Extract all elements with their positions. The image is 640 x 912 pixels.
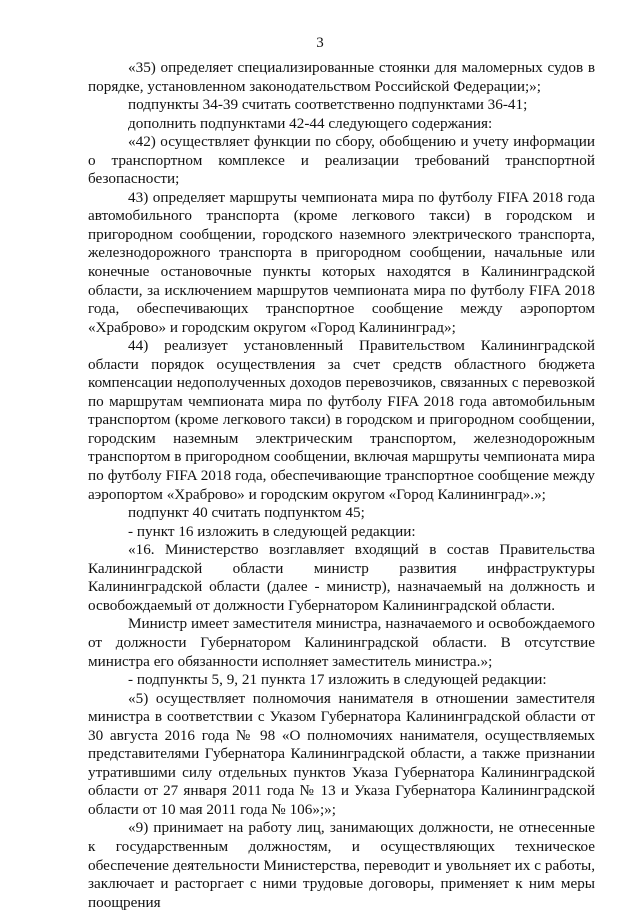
- paragraph-add-42-44: дополнить подпунктами 42-44 следующего содержания:: [128, 114, 493, 132]
- paragraph-clause-5: «5) осуществляет полномочия нанимателя в отношении заместителя министра в соответствии с Указом Губернатора Калининградской области от 30 августа 2016 года № 98 «О полномочиях нанимателя, осуществляемых представителями Губернатора Калининградской области, а также признании утратившими силу отдельных пунктов Указа Губернатора Калининградской области от 27 января 2011 года № 13 и Указа Губернатора Калининградской области от 10 мая 2011 года № 106»;»;: [88, 689, 595, 818]
- paragraph-clause-44: 44) реализует установленный Правительством Калининградской области порядок осуществления за счет средств областного бюджета компенсации недополученных доходов перевозчиков, связанных с перевозкой по маршрутам чемпионата мира по футболу FIFA 2018 года автомобильным транспортом (кроме легкового такси) в городском и пригородном сообщении, городским наземным электрическим транспортом, железнодорожным транспортом в пригородном сообщении, включая маршруты чемпионата мира по футболу FIFA 2018 года, обеспечивающие транспортное сообщение между аэропортом «Храброво» и городским округом «Город Калининград».»;: [88, 337, 595, 503]
- paragraph-point-16: «16. Министерство возглавляет входящий в состав Правительства Калининградской области министр развития инфраструктуры Калининградской области (далее - министр), назначаемый на должность и освобождаемый от должности Губернатором Калининградской области.: [88, 541, 595, 614]
- paragraph-point-17-intro: - подпункты 5, 9, 21 пункта 17 изложить в следующей редакции:: [128, 671, 547, 689]
- paragraph-renumber-34-39: подпункты 34-39 считать соответственно подпунктами 36-41;: [128, 96, 528, 114]
- paragraph-clause-42: «42) осуществляет функции по сбору, обобщению и учету информации о транспортном комплексе и реализации требований транспортной безопасности;: [88, 133, 595, 188]
- paragraph-clause-43: 43) определяет маршруты чемпионата мира по футболу FIFA 2018 года автомобильного транспорта (кроме легкового такси) в городском и пригородном сообщении, городского наземного электрического транспорта, железнодорожного транспорта в пригородном сообщении, начальные или конечные остановочные пункты которых находятся в Калининградской области, за исключением маршрутов чемпионата мира по футболу FIFA 2018 года, обеспечивающих транспортное сообщение между аэропортом «Храброво» и городским округом «Город Калининград»;: [88, 188, 595, 336]
- document-body: [88, 59, 595, 912]
- paragraph-renumber-40: подпункт 40 считать подпунктом 45;: [128, 504, 365, 522]
- paragraph-clause-9: «9) принимает на работу лиц, занимающих должности, не отнесенные к государственным должностям, и осуществляющих техническое обеспечение деятельности Министерства, переводит и увольняет их с работы, заключает и расторгает с ними трудовые договоры, применяет к ним меры поощрения: [88, 819, 595, 911]
- page-number: 3: [316, 35, 324, 51]
- paragraph-deputy-minister: Министр имеет заместителя министра, назначаемого и освобождаемого от должности Губернатором Калининградской области. В отсутствие министра его обязанности исполняет заместитель министра.»;: [88, 615, 595, 670]
- paragraph-point-16-intro: - пункт 16 изложить в следующей редакции:: [128, 522, 416, 540]
- paragraph-clause-35: «35) определяет специализированные стоянки для маломерных судов в порядке, установленном законодательством Российской Федерации;»;: [88, 59, 595, 95]
